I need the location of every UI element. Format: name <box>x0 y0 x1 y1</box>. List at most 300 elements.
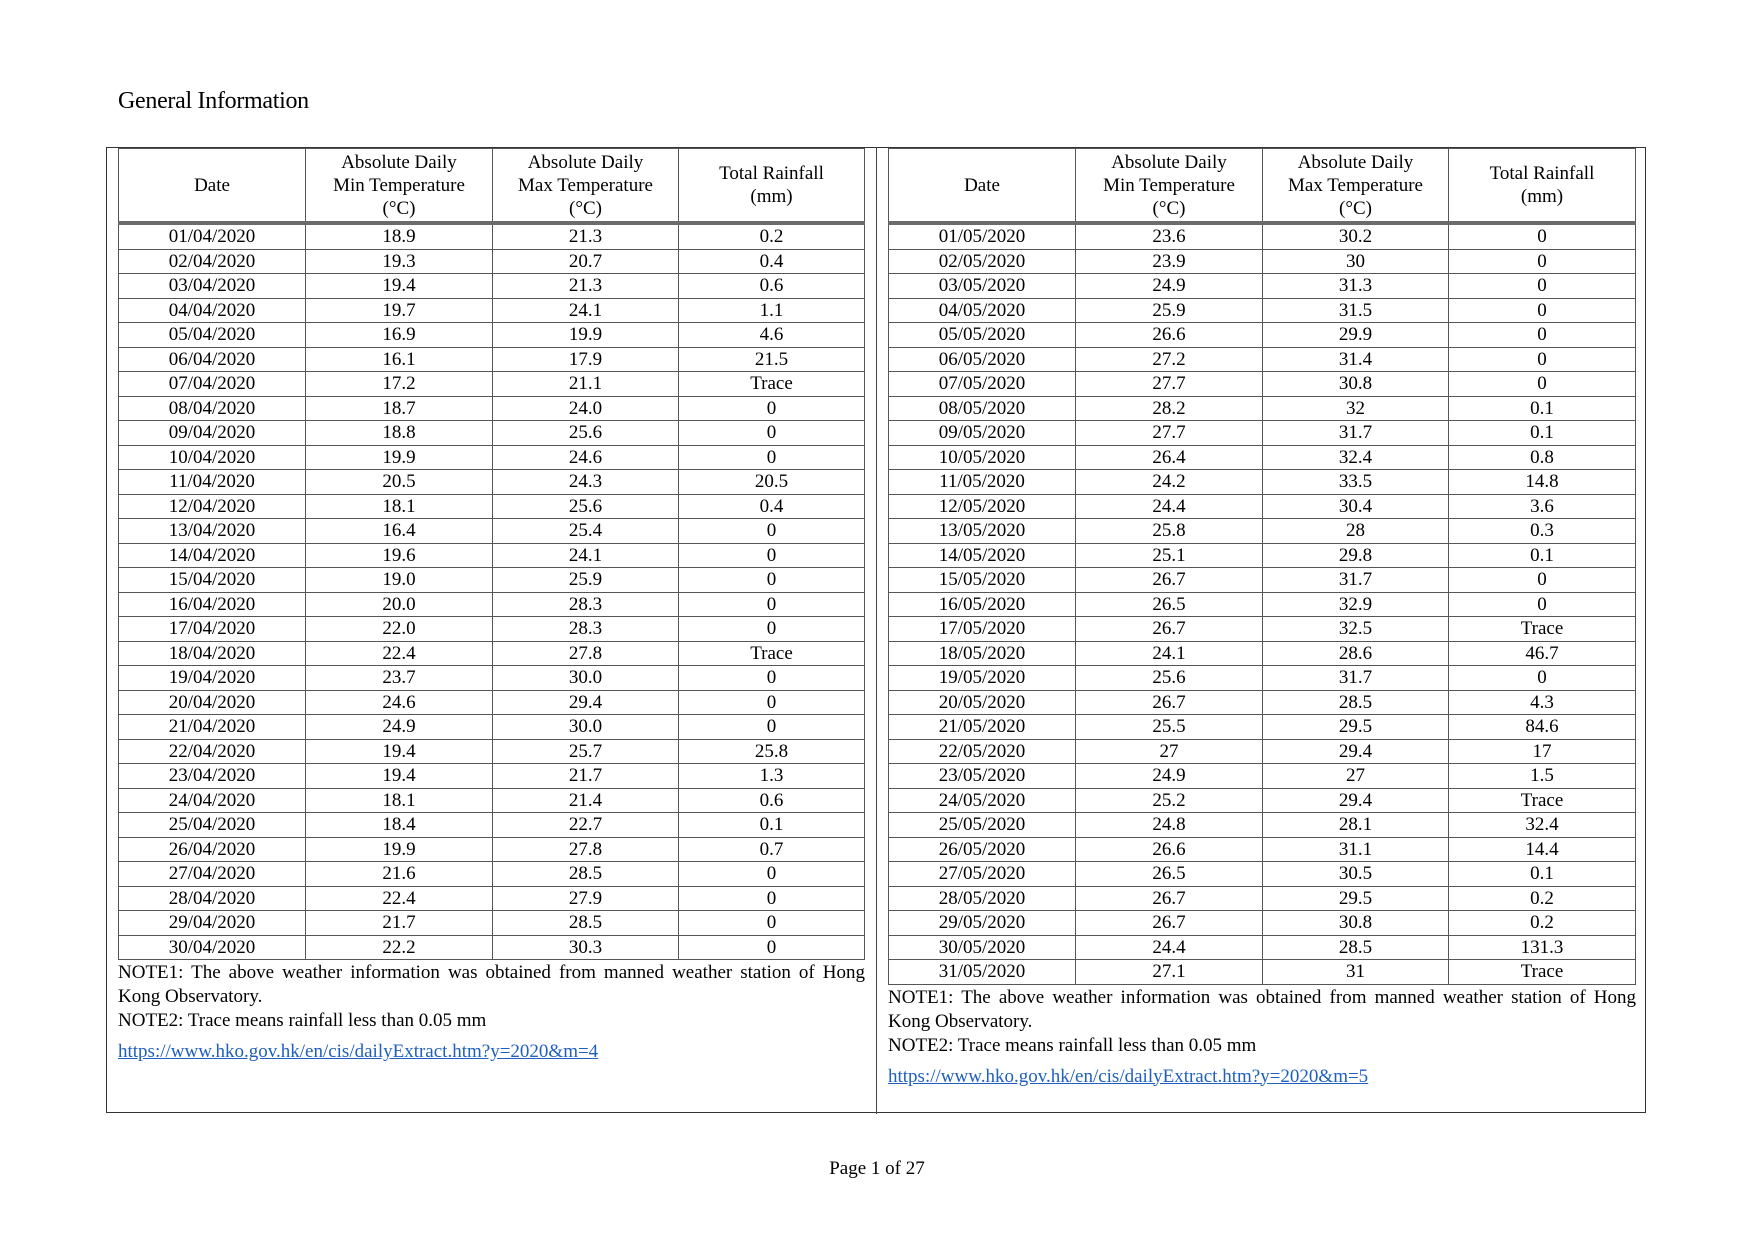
cell-date: 06/05/2020 <box>889 347 1076 372</box>
source-link-may[interactable]: https://www.hko.gov.hk/en/cis/dailyExtract.htm?y=2020&m=5 <box>888 1065 1369 1087</box>
cell-max-temp: 30 <box>1263 249 1449 274</box>
header-line: Max Temperature <box>518 174 653 196</box>
cell-min-temp: 16.9 <box>306 323 493 348</box>
cell-rainfall: 0.4 <box>679 249 865 274</box>
cell-date: 11/04/2020 <box>119 470 306 495</box>
cell-min-temp: 26.6 <box>1076 323 1263 348</box>
cell-date: 10/04/2020 <box>119 445 306 470</box>
cell-max-temp: 27.8 <box>493 837 679 862</box>
cell-max-temp: 24.6 <box>493 445 679 470</box>
may-panel <box>888 148 1636 1089</box>
table-row <box>889 519 1636 544</box>
cell-max-temp: 24.1 <box>493 543 679 568</box>
cell-min-temp: 26.7 <box>1076 911 1263 936</box>
cell-max-temp: 25.6 <box>493 421 679 446</box>
cell-min-temp: 16.4 <box>306 519 493 544</box>
table-row <box>119 739 865 764</box>
table-row <box>119 911 865 936</box>
april-table-body <box>119 223 865 960</box>
cell-min-temp: 19.9 <box>306 837 493 862</box>
cell-min-temp: 21.6 <box>306 862 493 887</box>
cell-date: 28/04/2020 <box>119 886 306 911</box>
cell-date: 18/05/2020 <box>889 641 1076 666</box>
cell-rainfall: 0 <box>1449 347 1636 372</box>
table-row <box>889 396 1636 421</box>
cell-rainfall: 0 <box>679 592 865 617</box>
table-row <box>119 323 865 348</box>
table-row <box>889 445 1636 470</box>
cell-max-temp: 19.9 <box>493 323 679 348</box>
cell-rainfall: 0 <box>679 715 865 740</box>
header-line: Absolute Daily <box>527 151 644 173</box>
table-row <box>119 274 865 299</box>
cell-date: 16/04/2020 <box>119 592 306 617</box>
cell-max-temp: 30.2 <box>1263 223 1449 249</box>
cell-min-temp: 27 <box>1076 739 1263 764</box>
cell-date: 27/05/2020 <box>889 862 1076 887</box>
table-row <box>889 813 1636 838</box>
cell-max-temp: 22.7 <box>493 813 679 838</box>
cell-date: 13/04/2020 <box>119 519 306 544</box>
cell-rainfall: Trace <box>1449 960 1636 985</box>
table-row <box>119 568 865 593</box>
cell-min-temp: 25.1 <box>1076 543 1263 568</box>
cell-min-temp: 19.0 <box>306 568 493 593</box>
cell-max-temp: 32.4 <box>1263 445 1449 470</box>
cell-date: 14/05/2020 <box>889 543 1076 568</box>
page-number: Page 1 of 27 <box>829 1158 925 1179</box>
header-max-temp <box>1263 149 1449 224</box>
cell-min-temp: 19.4 <box>306 764 493 789</box>
cell-min-temp: 27.1 <box>1076 960 1263 985</box>
cell-rainfall: 0.1 <box>1449 543 1636 568</box>
cell-rainfall: 0 <box>1449 666 1636 691</box>
cell-max-temp: 30.4 <box>1263 494 1449 519</box>
cell-max-temp: 29.5 <box>1263 886 1449 911</box>
cell-max-temp: 21.3 <box>493 223 679 249</box>
table-row <box>889 298 1636 323</box>
cell-date: 25/04/2020 <box>119 813 306 838</box>
cell-date: 22/04/2020 <box>119 739 306 764</box>
cell-rainfall: 0 <box>1449 568 1636 593</box>
cell-rainfall: 0.4 <box>679 494 865 519</box>
cell-rainfall: 46.7 <box>1449 641 1636 666</box>
cell-date: 22/05/2020 <box>889 739 1076 764</box>
cell-date: 12/05/2020 <box>889 494 1076 519</box>
table-row <box>119 788 865 813</box>
cell-min-temp: 19.7 <box>306 298 493 323</box>
table-row <box>889 935 1636 960</box>
cell-min-temp: 25.8 <box>1076 519 1263 544</box>
cell-min-temp: 18.9 <box>306 223 493 249</box>
cell-date: 31/05/2020 <box>889 960 1076 985</box>
header-line: (°C) <box>1339 197 1372 219</box>
cell-rainfall: 0.3 <box>1449 519 1636 544</box>
table-row <box>889 421 1636 446</box>
cell-max-temp: 29.9 <box>1263 323 1449 348</box>
header-min-temp <box>1076 149 1263 224</box>
cell-rainfall: 20.5 <box>679 470 865 495</box>
april-weather-table <box>118 148 865 960</box>
header-line: Absolute Daily <box>1111 151 1227 173</box>
page-title: General Information <box>118 88 309 114</box>
cell-date: 30/04/2020 <box>119 935 306 960</box>
cell-rainfall: 0 <box>1449 274 1636 299</box>
cell-rainfall: 0.2 <box>1449 886 1636 911</box>
header-line: Min Temperature <box>333 174 465 196</box>
table-row <box>889 347 1636 372</box>
cell-max-temp: 28.5 <box>1263 690 1449 715</box>
cell-date: 30/05/2020 <box>889 935 1076 960</box>
cell-min-temp: 18.1 <box>306 494 493 519</box>
cell-min-temp: 26.7 <box>1076 690 1263 715</box>
cell-rainfall: 0 <box>679 396 865 421</box>
header-line: (°C) <box>1152 197 1186 219</box>
cell-min-temp: 23.7 <box>306 666 493 691</box>
cell-max-temp: 31.7 <box>1263 666 1449 691</box>
table-row <box>889 886 1636 911</box>
cell-date: 24/05/2020 <box>889 788 1076 813</box>
cell-date: 13/05/2020 <box>889 519 1076 544</box>
table-row <box>119 715 865 740</box>
cell-date: 07/04/2020 <box>119 372 306 397</box>
cell-min-temp: 22.2 <box>306 935 493 960</box>
table-row <box>119 543 865 568</box>
cell-rainfall: 0 <box>1449 298 1636 323</box>
cell-max-temp: 17.9 <box>493 347 679 372</box>
cell-min-temp: 25.2 <box>1076 788 1263 813</box>
cell-date: 29/05/2020 <box>889 911 1076 936</box>
cell-rainfall: 0 <box>1449 323 1636 348</box>
cell-max-temp: 25.6 <box>493 494 679 519</box>
cell-date: 15/04/2020 <box>119 568 306 593</box>
cell-rainfall: 0 <box>679 421 865 446</box>
table-row <box>889 274 1636 299</box>
cell-max-temp: 28.5 <box>493 911 679 936</box>
header-line: Total Rainfall <box>1489 163 1595 184</box>
cell-max-temp: 30.0 <box>493 666 679 691</box>
cell-min-temp: 20.5 <box>306 470 493 495</box>
cell-date: 09/05/2020 <box>889 421 1076 446</box>
cell-max-temp: 28 <box>1263 519 1449 544</box>
cell-date: 29/04/2020 <box>119 911 306 936</box>
cell-date: 04/05/2020 <box>889 298 1076 323</box>
cell-min-temp: 18.1 <box>306 788 493 813</box>
cell-max-temp: 32.5 <box>1263 617 1449 642</box>
header-line: Absolute Daily <box>341 151 457 173</box>
cell-min-temp: 26.7 <box>1076 568 1263 593</box>
cell-rainfall: 4.3 <box>1449 690 1636 715</box>
cell-rainfall: 1.1 <box>679 298 865 323</box>
cell-date: 03/04/2020 <box>119 274 306 299</box>
cell-min-temp: 24.9 <box>1076 764 1263 789</box>
cell-max-temp: 28.5 <box>1263 935 1449 960</box>
header-rainfall <box>1449 149 1636 224</box>
cell-max-temp: 31.7 <box>1263 421 1449 446</box>
cell-rainfall: 32.4 <box>1449 813 1636 838</box>
table-row <box>119 592 865 617</box>
cell-rainfall: 4.6 <box>679 323 865 348</box>
table-row <box>119 249 865 274</box>
cell-date: 24/04/2020 <box>119 788 306 813</box>
table-row <box>889 372 1636 397</box>
cell-date: 15/05/2020 <box>889 568 1076 593</box>
cell-max-temp: 28.5 <box>493 862 679 887</box>
cell-min-temp: 24.2 <box>1076 470 1263 495</box>
cell-rainfall: 25.8 <box>679 739 865 764</box>
cell-min-temp: 24.1 <box>1076 641 1263 666</box>
table-row <box>889 641 1636 666</box>
cell-min-temp: 24.4 <box>1076 935 1263 960</box>
cell-min-temp: 19.3 <box>306 249 493 274</box>
cell-date: 28/05/2020 <box>889 886 1076 911</box>
cell-rainfall: 0.7 <box>679 837 865 862</box>
cell-rainfall: 0 <box>679 519 865 544</box>
cell-date: 18/04/2020 <box>119 641 306 666</box>
table-row <box>889 470 1636 495</box>
table-row <box>889 764 1636 789</box>
cell-date: 27/04/2020 <box>119 862 306 887</box>
cell-max-temp: 24.0 <box>493 396 679 421</box>
cell-max-temp: 29.4 <box>1263 739 1449 764</box>
cell-date: 08/05/2020 <box>889 396 1076 421</box>
source-link-april[interactable]: https://www.hko.gov.hk/en/cis/dailyExtract.htm?y=2020&m=4 <box>118 1041 599 1062</box>
cell-rainfall: 0.8 <box>1449 445 1636 470</box>
may-weather-table <box>888 148 1636 985</box>
cell-date: 26/04/2020 <box>119 837 306 862</box>
cell-min-temp: 25.9 <box>1076 298 1263 323</box>
cell-rainfall: 0.2 <box>679 223 865 249</box>
note1: NOTE1: The above weather information was obtained from manned weather station of Hong Kong Observatory. <box>118 962 865 1007</box>
cell-max-temp: 21.3 <box>493 274 679 299</box>
cell-date: 19/05/2020 <box>889 666 1076 691</box>
cell-date: 05/04/2020 <box>119 323 306 348</box>
cell-rainfall: 1.5 <box>1449 764 1636 789</box>
table-row <box>119 494 865 519</box>
table-header-row <box>119 149 865 224</box>
april-notes <box>118 961 865 1064</box>
cell-date: 25/05/2020 <box>889 813 1076 838</box>
table-row <box>119 421 865 446</box>
cell-min-temp: 21.7 <box>306 911 493 936</box>
cell-date: 03/05/2020 <box>889 274 1076 299</box>
cell-min-temp: 20.0 <box>306 592 493 617</box>
cell-min-temp: 26.6 <box>1076 837 1263 862</box>
cell-rainfall: 0 <box>1449 249 1636 274</box>
cell-min-temp: 26.4 <box>1076 445 1263 470</box>
cell-min-temp: 22.0 <box>306 617 493 642</box>
cell-max-temp: 28.3 <box>493 592 679 617</box>
cell-max-temp: 24.1 <box>493 298 679 323</box>
cell-rainfall: 0 <box>679 690 865 715</box>
cell-min-temp: 27.7 <box>1076 372 1263 397</box>
cell-date: 20/05/2020 <box>889 690 1076 715</box>
cell-date: 09/04/2020 <box>119 421 306 446</box>
cell-rainfall: 0.6 <box>679 274 865 299</box>
may-notes <box>888 986 1636 1089</box>
cell-min-temp: 24.4 <box>1076 494 1263 519</box>
header-line: Total Rainfall <box>719 163 824 184</box>
cell-min-temp: 24.6 <box>306 690 493 715</box>
cell-min-temp: 22.4 <box>306 641 493 666</box>
cell-rainfall: 0.1 <box>1449 396 1636 421</box>
table-row <box>119 837 865 862</box>
cell-date: 26/05/2020 <box>889 837 1076 862</box>
cell-max-temp: 30.8 <box>1263 911 1449 936</box>
cell-max-temp: 21.1 <box>493 372 679 397</box>
cell-rainfall: 0 <box>679 543 865 568</box>
cell-max-temp: 25.7 <box>493 739 679 764</box>
cell-max-temp: 32 <box>1263 396 1449 421</box>
note2: NOTE2: Trace means rainfall less than 0.05 mm <box>118 1010 487 1031</box>
april-panel <box>118 148 865 1064</box>
header-min-temp <box>306 149 493 224</box>
table-row <box>119 886 865 911</box>
cell-min-temp: 26.5 <box>1076 592 1263 617</box>
cell-date: 16/05/2020 <box>889 592 1076 617</box>
cell-min-temp: 26.5 <box>1076 862 1263 887</box>
cell-rainfall: 14.8 <box>1449 470 1636 495</box>
header-date-label: Date <box>964 174 1000 196</box>
cell-date: 14/04/2020 <box>119 543 306 568</box>
column-divider <box>876 147 877 1114</box>
cell-rainfall: 0 <box>1449 592 1636 617</box>
cell-min-temp: 17.2 <box>306 372 493 397</box>
cell-date: 23/05/2020 <box>889 764 1076 789</box>
cell-date: 01/05/2020 <box>889 223 1076 249</box>
table-row <box>889 223 1636 249</box>
cell-max-temp: 28.3 <box>493 617 679 642</box>
cell-max-temp: 31.4 <box>1263 347 1449 372</box>
table-row <box>889 494 1636 519</box>
cell-max-temp: 30.0 <box>493 715 679 740</box>
cell-max-temp: 31.7 <box>1263 568 1449 593</box>
table-row <box>889 739 1636 764</box>
header-line: (°C) <box>569 197 602 219</box>
cell-rainfall: 0 <box>679 911 865 936</box>
cell-max-temp: 27 <box>1263 764 1449 789</box>
table-row <box>889 617 1636 642</box>
table-row <box>889 249 1636 274</box>
cell-rainfall: 3.6 <box>1449 494 1636 519</box>
cell-rainfall: 0 <box>1449 223 1636 249</box>
cell-max-temp: 30.3 <box>493 935 679 960</box>
cell-rainfall: 0 <box>679 568 865 593</box>
header-date <box>889 149 1076 224</box>
table-row <box>889 960 1636 985</box>
table-row <box>889 592 1636 617</box>
cell-max-temp: 30.8 <box>1263 372 1449 397</box>
cell-rainfall: 0 <box>679 666 865 691</box>
cell-rainfall: 84.6 <box>1449 715 1636 740</box>
cell-max-temp: 31.1 <box>1263 837 1449 862</box>
cell-min-temp: 26.7 <box>1076 886 1263 911</box>
cell-rainfall: Trace <box>679 372 865 397</box>
cell-max-temp: 25.9 <box>493 568 679 593</box>
table-row <box>889 666 1636 691</box>
cell-max-temp: 21.7 <box>493 764 679 789</box>
table-header-row <box>889 149 1636 224</box>
table-row <box>119 813 865 838</box>
table-row <box>889 911 1636 936</box>
cell-rainfall: 0.1 <box>1449 862 1636 887</box>
cell-rainfall: 0.6 <box>679 788 865 813</box>
cell-rainfall: Trace <box>1449 788 1636 813</box>
cell-rainfall: Trace <box>1449 617 1636 642</box>
header-line: (°C) <box>382 197 416 219</box>
cell-date: 02/05/2020 <box>889 249 1076 274</box>
table-row <box>889 543 1636 568</box>
table-row <box>889 862 1636 887</box>
table-row <box>119 445 865 470</box>
cell-date: 20/04/2020 <box>119 690 306 715</box>
cell-max-temp: 29.4 <box>1263 788 1449 813</box>
cell-max-temp: 33.5 <box>1263 470 1449 495</box>
cell-rainfall: 0.2 <box>1449 911 1636 936</box>
table-row <box>119 690 865 715</box>
cell-min-temp: 25.5 <box>1076 715 1263 740</box>
cell-max-temp: 20.7 <box>493 249 679 274</box>
table-row <box>889 715 1636 740</box>
cell-min-temp: 24.8 <box>1076 813 1263 838</box>
cell-min-temp: 24.9 <box>1076 274 1263 299</box>
table-row <box>889 788 1636 813</box>
cell-rainfall: 14.4 <box>1449 837 1636 862</box>
cell-max-temp: 29.8 <box>1263 543 1449 568</box>
header-line: Min Temperature <box>1103 174 1235 196</box>
cell-max-temp: 25.4 <box>493 519 679 544</box>
cell-date: 17/04/2020 <box>119 617 306 642</box>
header-line: (mm) <box>1520 186 1564 207</box>
table-row <box>119 347 865 372</box>
cell-date: 23/04/2020 <box>119 764 306 789</box>
cell-min-temp: 26.7 <box>1076 617 1263 642</box>
header-line: Absolute Daily <box>1297 151 1414 173</box>
header-max-temp <box>493 149 679 224</box>
cell-max-temp: 32.9 <box>1263 592 1449 617</box>
cell-max-temp: 27.8 <box>493 641 679 666</box>
cell-max-temp: 29.4 <box>493 690 679 715</box>
cell-max-temp: 27.9 <box>493 886 679 911</box>
cell-date: 19/04/2020 <box>119 666 306 691</box>
cell-min-temp: 23.6 <box>1076 223 1263 249</box>
cell-min-temp: 19.9 <box>306 445 493 470</box>
table-row <box>889 837 1636 862</box>
cell-rainfall: Trace <box>679 641 865 666</box>
header-line: (mm) <box>750 186 793 207</box>
cell-rainfall: 0 <box>679 617 865 642</box>
table-row <box>119 372 865 397</box>
cell-max-temp: 28.1 <box>1263 813 1449 838</box>
note2: NOTE2: Trace means rainfall less than 0.05 mm <box>888 1034 1257 1056</box>
header-date <box>119 149 306 224</box>
cell-max-temp: 28.6 <box>1263 641 1449 666</box>
cell-max-temp: 21.4 <box>493 788 679 813</box>
cell-rainfall: 0.1 <box>679 813 865 838</box>
cell-rainfall: 0 <box>679 445 865 470</box>
cell-rainfall: 0 <box>679 862 865 887</box>
cell-max-temp: 31.5 <box>1263 298 1449 323</box>
cell-date: 10/05/2020 <box>889 445 1076 470</box>
table-row <box>889 568 1636 593</box>
cell-date: 17/05/2020 <box>889 617 1076 642</box>
cell-date: 06/04/2020 <box>119 347 306 372</box>
cell-rainfall: 0.1 <box>1449 421 1636 446</box>
table-row <box>119 298 865 323</box>
cell-min-temp: 23.9 <box>1076 249 1263 274</box>
cell-max-temp: 31 <box>1263 960 1449 985</box>
table-row <box>119 223 865 249</box>
